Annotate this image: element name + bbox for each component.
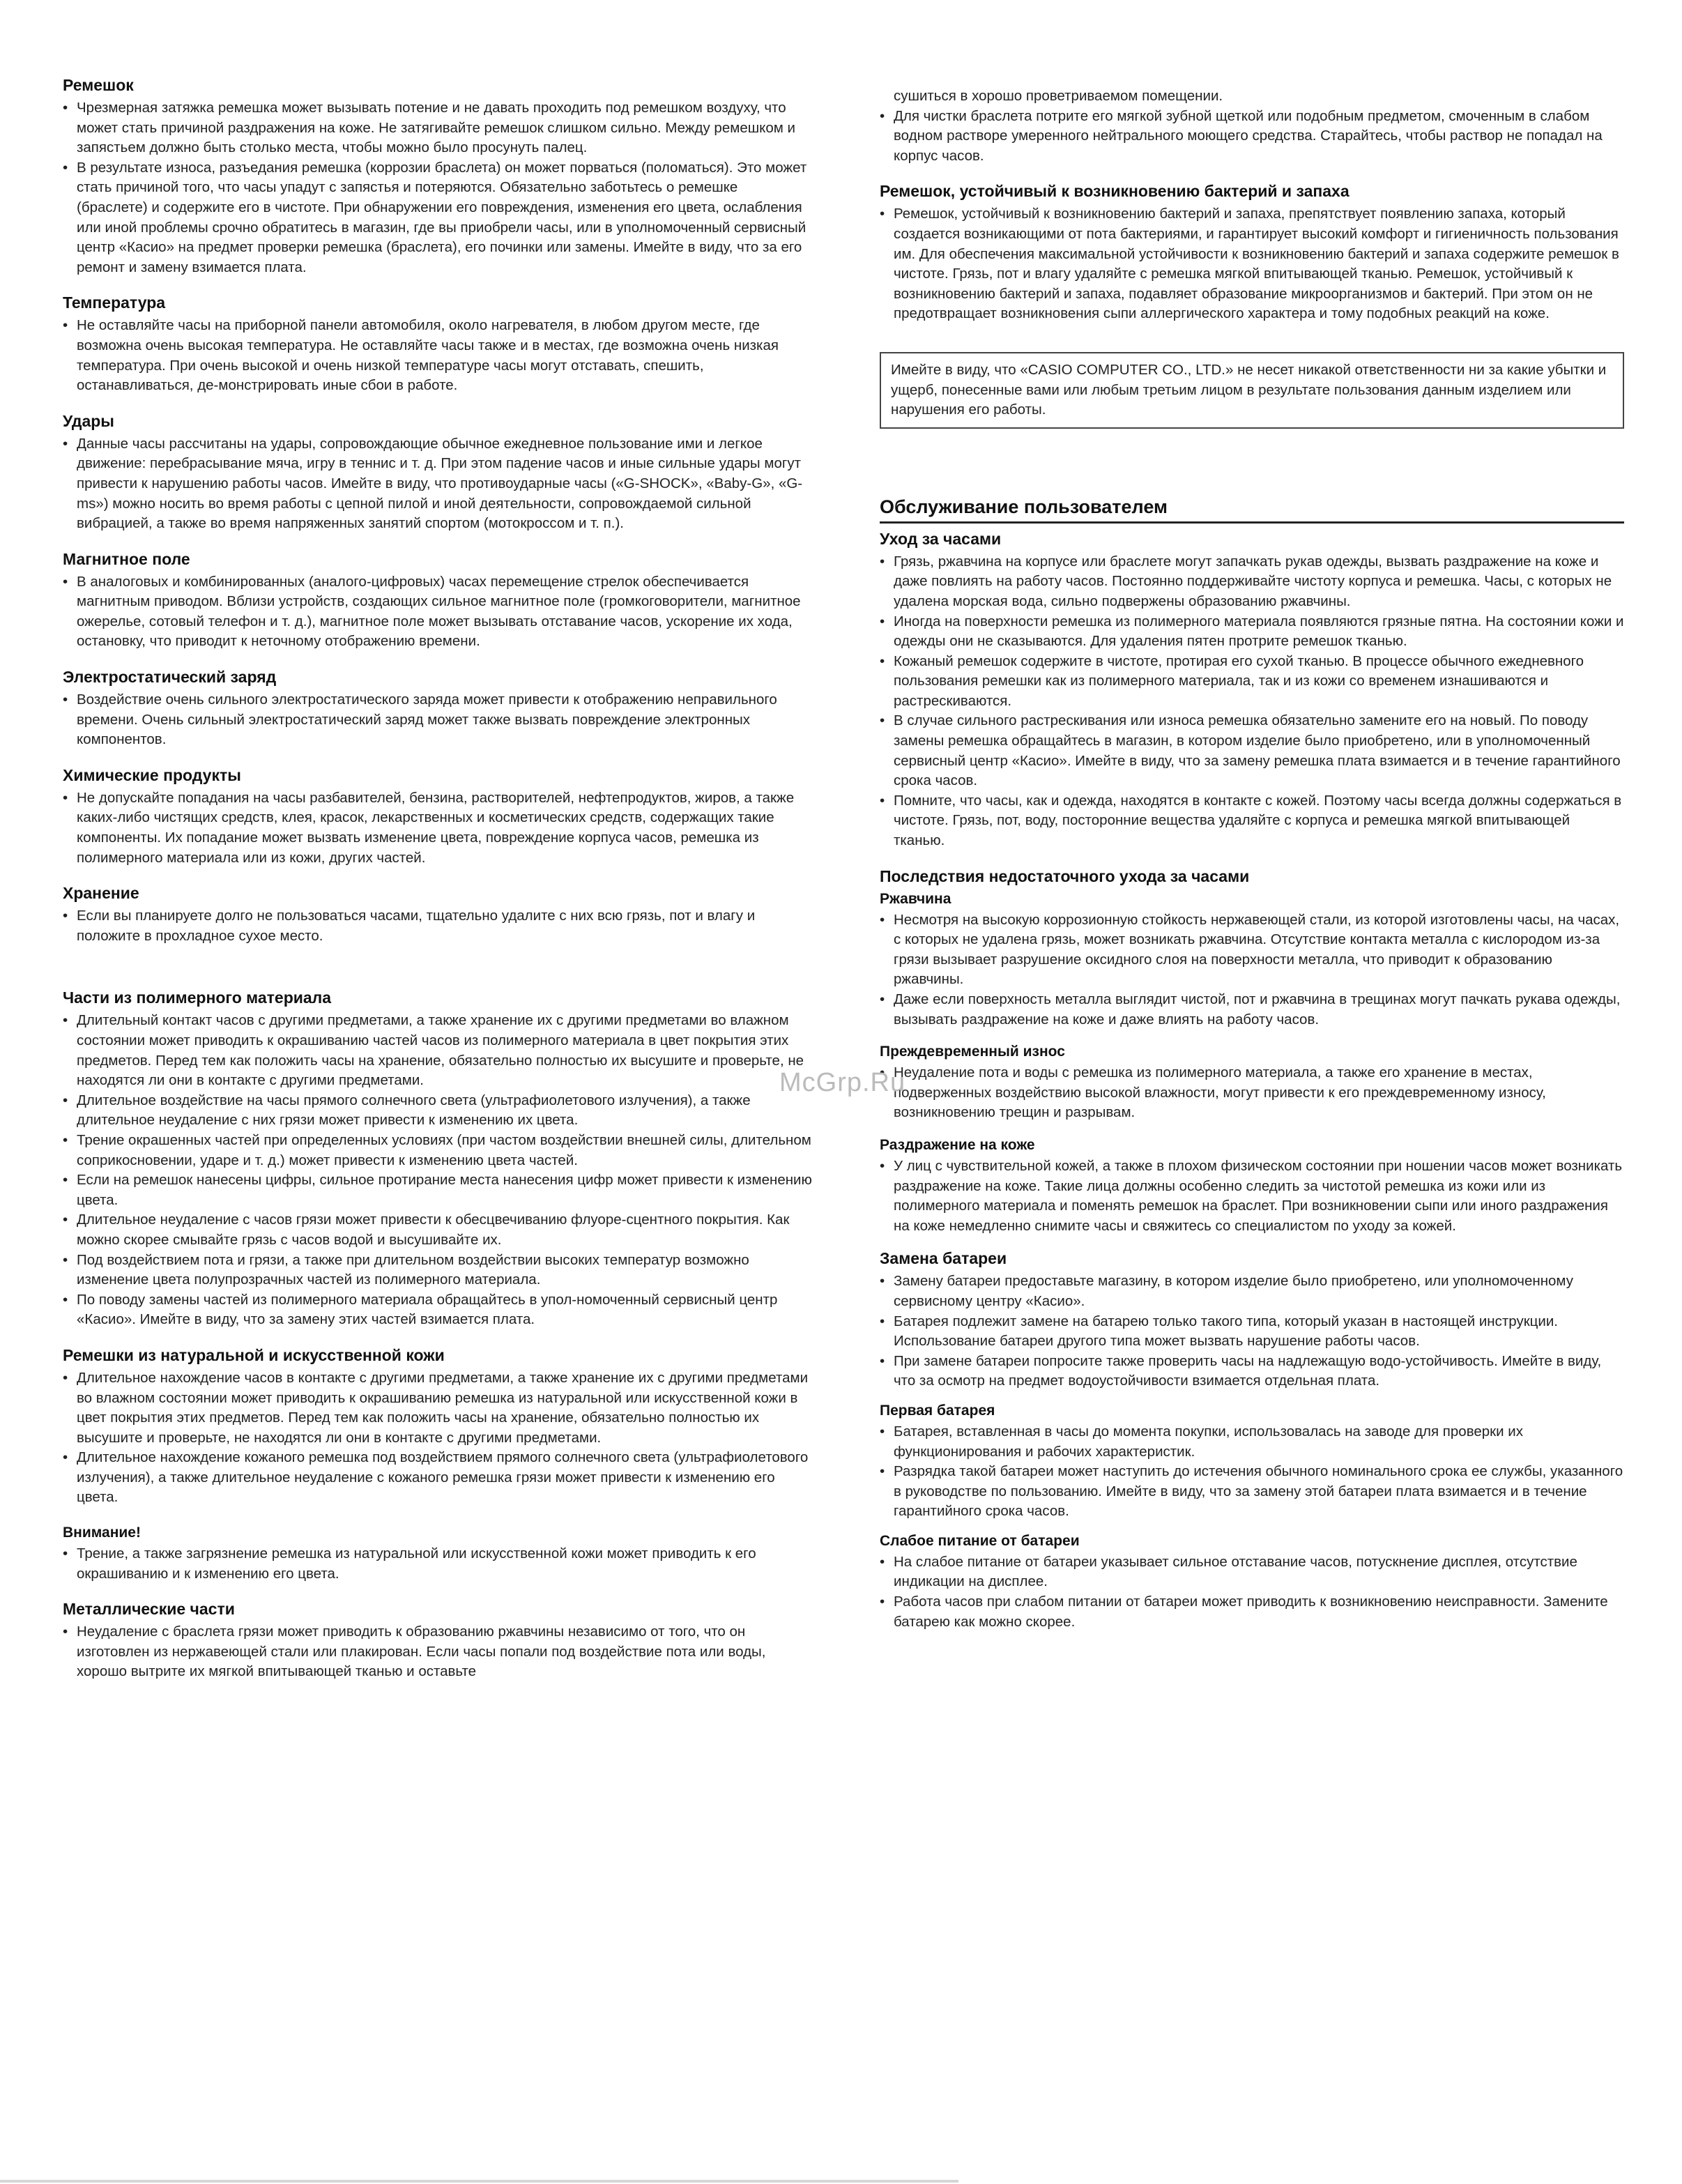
- list-item: • Грязь, ржавчина на корпусе или браслете могут запачкать рукав одежды, вызвать раздражение на коже и даже повлиять на работу часов. Постоянно поддерживайте чистоту корпуса и ремешка. Часы, с которых не удалена морская вода, сильно подвержены образованию ржавчины.: [880, 552, 1624, 612]
- section-title: Температура: [63, 293, 166, 312]
- list-item: • Неудаление с браслета грязи может приводить к образованию ржавчины независимо от того, что он изготовлен из нержавеющей стали или плакирован. Если часы попали под воздействие пота или воды, хорошо вытрите их мягкой впитывающей тканью и оставьте: [63, 1622, 812, 1682]
- section-title-low-power: Слабое питание от батареи: [880, 1532, 1080, 1549]
- section-title: Металлические части: [63, 1600, 235, 1619]
- section: [63, 411, 812, 534]
- section: [63, 549, 812, 652]
- section-list: [63, 906, 812, 946]
- section-title-antibacterial: Ремешок, устойчивый к возникновению бактерий и запаха: [880, 182, 1350, 201]
- section-heading-service: Обслуживание пользователем: [880, 495, 1624, 524]
- section: [63, 293, 812, 395]
- section-list: [63, 690, 812, 750]
- list-item: • У лиц с чувствительной кожей, а также в плохом физическом состоянии при ношении часов может возникать раздражение на коже. Такие лица должны особенно следить за чистотой ремешка из кожи или из полимерного материала и поменять ремешок на браслет. При возникновении сыпи или иного раздражения на коже немедленно снимите часы и свяжитесь со специалистом по уходу за кожей.: [880, 1156, 1624, 1236]
- section-title: Магнитное поле: [63, 549, 190, 568]
- list-item: • Длительный контакт часов с другими предметами, а также хранение их с другими предметами во влажном состоянии может приводить к окрашиванию частей часов из полимерного материала в цвет покрытия этих предметов. Перед тем как положить часы на хранение, обязательно полностью их высушите и проверьте, не находятся ли они в контакте с другими предметами.: [63, 1011, 812, 1090]
- care-list: [880, 552, 1624, 851]
- section-list: [63, 316, 812, 395]
- first-battery-list: [880, 1422, 1624, 1522]
- section-title-care: Уход за часами: [880, 529, 1002, 548]
- section-list: [63, 1368, 812, 1508]
- section-title: Части из полимерного материала: [63, 988, 332, 1007]
- list-item: • Не оставляйте часы на приборной панели автомобиля, около нагревателя, в любом другом месте, где возможна очень высокая температура. Не оставляйте часы также и в местах, где возможна очень низкая температура. При очень высокой и очень низкой температуре часы могут отставать, спешить, останавливаться, де-монстрировать иные сбои в работе.: [63, 316, 812, 395]
- right-column: [880, 86, 1624, 1632]
- section: [63, 765, 812, 868]
- section-title: Ремешок: [63, 76, 134, 94]
- section-list: [63, 1622, 812, 1682]
- bracelet-cleaning-list: [880, 107, 1624, 167]
- list-item: • Длительное неудаление с часов грязи может привести к обесцвечиванию флуоре-сцентного покрытия. Как можно скорее смывайте грязь с часов водой и высушивайте их.: [63, 1210, 812, 1250]
- section-title: Электростатический заряд: [63, 668, 277, 687]
- section-list: [63, 572, 812, 652]
- section-title: Внимание!: [63, 1525, 141, 1541]
- list-item: • Если вы планируете долго не пользоваться часами, тщательно удалите с них всю грязь, пот и влагу и положите в прохладное сухое место.: [63, 906, 812, 946]
- section-list: [63, 1011, 812, 1330]
- antibacterial-list: [880, 204, 1624, 324]
- list-item: • Кожаный ремешок содержите в чистоте, протирая его сухой тканью. В процессе обычного ежедневного пользования ремешки как из полимерного материала, так и из кожи со временем изнашиваются и растрескиваются.: [880, 652, 1624, 712]
- list-item: • Не допускайте попадания на часы разбавителей, бензина, растворителей, нефтепродуктов, жиров, а также каких-либо чистящих средств, клея, красок, лекарственных и косметических средств, содержащих такие компоненты. Их попадание может вызвать изменение цвета, повреждение корпуса часов, ремешка из полимерного материала или из кожи, других частей.: [63, 788, 812, 868]
- list-item: • На слабое питание от батареи указывает сильное отставание часов, потускнение дисплея, отсутствие индикации на дисплее.: [880, 1552, 1624, 1592]
- section-title: Химические продукты: [63, 765, 241, 784]
- subsection-list: [880, 1063, 1624, 1123]
- section-title: Удары: [63, 411, 114, 430]
- continuation-text: сушиться в хорошо проветриваемом помещении.: [894, 88, 1223, 104]
- list-item: • Под воздействием пота и грязи, а также при длительном воздействии высоких температур возможно изменение цвета полупрозрачных частей из полимерного материала.: [63, 1251, 812, 1290]
- section: [63, 1599, 812, 1682]
- list-item: • Воздействие очень сильного электростатического заряда может привести к отображению неправильного времени. Очень сильный электростатический заряд может также вызвать повреждение электронных компонентов.: [63, 690, 812, 750]
- low-power-list: [880, 1552, 1624, 1632]
- list-item: • Длительное нахождение кожаного ремешка под воздействием прямого солнечного света (ультрафиолетового излучения), а также длительное неудаление с кожаного ремешка грязи может привести к изменению его цвета.: [63, 1448, 812, 1508]
- consequences-subsections: [880, 889, 1624, 1249]
- section: [63, 1523, 812, 1584]
- section: [63, 1345, 812, 1508]
- list-item: • Батарея, вставленная в часы до момента покупки, использовалась на заводе для проверки их функционирования и рабочих характеристик.: [880, 1422, 1624, 1462]
- list-item: • Неудаление пота и воды с ремешка из полимерного материала, а также его хранение в местах, подверженных воздействию высокой влажности, могут привести к его преждевременному износу, возникновению трещин и разрывам.: [880, 1063, 1624, 1123]
- list-item: • Ремешок, устойчивый к возникновению бактерий и запаха, препятствует появлению запаха, который создается возникающими от пота бактериями, и гарантирует высокий комфорт и гигиеничность пользования им. Для обеспечения максимальной устойчивости к возникновению бактерий и запаха содержите ремешок в чистоте. Грязь, пот и влагу удаляйте с ремешка мягкой впитывающей тканью. Ремешок, устойчивый к возникновению бактерий и запаха, подавляет образование микроорганизмов и бактерий. При этом он не предотвращает возникновения сыпи аллергического характера и тому подобных реакций на коже.: [880, 204, 1624, 324]
- list-item: • Если на ремешок нанесены цифры, сильное протирание места нанесения цифр может привести к изменению цвета.: [63, 1170, 812, 1210]
- section: [63, 988, 812, 1330]
- section: [63, 883, 812, 946]
- subsection-title: Раздражение на коже: [880, 1136, 1035, 1153]
- list-item: • Батарея подлежит замене на батарею только такого типа, который указан в настоящей инструкции. Использование батареи другого типа может вызвать нарушение работы часов.: [880, 1312, 1624, 1352]
- list-item: • Для чистки браслета потрите его мягкой зубной щеткой или подобным предметом, смоченным в слабом водном растворе умеренного нейтрального моющего средства. Старайтесь, чтобы раствор не попадал на корпус часов.: [880, 107, 1624, 167]
- section-title: Хранение: [63, 884, 139, 903]
- list-item: • При замене батареи попросите также проверить часы на надлежащую водо-устойчивость. Имейте в виду, что за осмотр на предмет водоустойчивости взимается отдельная плата.: [880, 1352, 1624, 1391]
- section-title-first-battery: Первая батарея: [880, 1402, 995, 1419]
- list-item: • Длительное нахождение часов в контакте с другими предметами, а также хранение их с другими предметами во влажном состоянии может приводить к окрашиванию ремешка из натуральной или искусственной кожи в цвет покрытия этих предметов. Перед тем как положить часы на хранение, обязательно полностью их высушите и проверьте, не находятся ли они в контакте с другими предметами.: [63, 1368, 812, 1448]
- battery-list: [880, 1272, 1624, 1391]
- list-item: • Разрядка такой батареи может наступить до истечения обычного номинального срока ее службы, указанного в руководстве по пользованию. Имейте в виду, что за замену этой батареи плата взимается и в течение гарантийного срока часов.: [880, 1462, 1624, 1522]
- list-item: • Замену батареи предоставьте магазину, в котором изделие было приобретено, или уполномоченному сервисному центру «Касио».: [880, 1272, 1624, 1311]
- list-item: • В результате износа, разъедания ремешка (коррозии браслета) он может порваться (поломаться). Это может стать причиной того, что часы упадут с запястья и потеряются. Обязательно заботьтесь о ремешке (браслете) и содержите его в чистоте. При обнаружении его повреждения, изменения его цвета, ослабления или иной проблемы срочно обратитесь в магазин, где вы приобрели часы, или в уполномоченный сервисный центр «Касио» на предмет проверки ремешка (браслета), его починки или замены. Имейте в виду, что за его ремонт и замену взимается плата.: [63, 158, 812, 278]
- section-title: Ремешки из натуральной и искусственной кожи: [63, 1345, 445, 1364]
- list-item: • Чрезмерная затяжка ремешка может вызывать потение и не давать проходить под ремешком воздуху, что может стать причиной раздражения на коже. Не затягивайте ремешок слишком сильно. Между ремешком и запястьем должно быть столько места, чтобы можно было просунуть палец.: [63, 98, 812, 158]
- list-item: • Помните, что часы, как и одежда, находятся в контакте с кожей. Поэтому часы всегда должны содержаться в чистоте. Грязь, пот, воду, посторонние вещества удаляйте с корпуса и ремешка мягкой впитывающей тканью.: [880, 791, 1624, 851]
- subsection-list: [880, 1156, 1624, 1236]
- page-bottom-rule: [0, 2180, 958, 2183]
- section-list: [63, 434, 812, 534]
- section-list: [63, 788, 812, 868]
- section-title-consequences: Последствия недостаточного ухода за часами: [880, 866, 1250, 885]
- left-column: [63, 75, 812, 1697]
- subsection-title: Преждевременный износ: [880, 1044, 1065, 1060]
- section-list: [63, 98, 812, 277]
- list-item: • По поводу замены частей из полимерного материала обращайтесь в упол-номоченный сервисный центр «Касио». Имейте в виду, что за замену этих частей взимается плата.: [63, 1290, 812, 1330]
- list-item: • В аналоговых и комбинированных (аналого-цифровых) часах перемещение стрелок обеспечивается магнитным приводом. Вблизи устройств, создающих сильное магнитное поле (громкоговорители, магнитное ожерелье, сотовый телефон и т. д.), магнитное поле может вызывать отставание часов, ускорение их хода, остановку, что приводит к неточному отображению времени.: [63, 572, 812, 652]
- section: [63, 667, 812, 750]
- subsection-list: [880, 910, 1624, 1030]
- list-item: • Длительное воздействие на часы прямого солнечного света (ультрафиолетового излучения), а также длительное неудаление с них грязи может привести к изменению их цвета.: [63, 1091, 812, 1131]
- section-title-battery: Замена батареи: [880, 1249, 1007, 1268]
- watermark-logo: McGrp.Ru: [779, 1068, 906, 1097]
- section: [63, 75, 812, 277]
- subsection-title: Ржавчина: [880, 890, 951, 907]
- list-item: • Трение окрашенных частей при определенных условиях (при частом воздействии внешней силы, длительном соприкосновении, ударе и т. д.) может привести к изменению цвета частей.: [63, 1131, 812, 1170]
- section-list: [63, 1544, 812, 1584]
- list-item: • Данные часы рассчитаны на удары, сопровождающие обычное ежедневное пользование ими и легкое движение: перебрасывание мяча, игру в теннис и т. д. При этом падение часов и иные сильные удары могут привести к нарушению работы часов. Имейте в виду, что противоударные часы («G-SHOCK», «Baby-G», «G-ms») можно носить во время работы с цепной пилой и иной деятельности, сопровождаемой сильной вибрацией, а также во время напряженных занятий спортом (мотокроссом и т. п.).: [63, 434, 812, 534]
- list-item: • Трение, а также загрязнение ремешка из натуральной или искусственной кожи может приводить к его окрашиванию и к изменению его цвета.: [63, 1544, 812, 1584]
- liability-notice: Имейте в виду, что «CASIO COMPUTER CO., LTD.» не несет никакой ответственности ни за какие убытки и ущерб, понесенные вами или любым третьим лицом в результате пользования данным изделием или нарушения его работы.: [880, 352, 1624, 429]
- list-item: • Работа часов при слабом питании от батареи может приводить к возникновению неисправности. Замените батарею как можно скорее.: [880, 1592, 1624, 1632]
- list-item: • Несмотря на высокую коррозионную стойкость нержавеющей стали, из которой изготовлены часы, на часах, с которых не удалена грязь, может возникать ржавчина. Отсутствие контакта металла с кислородом из-за грязи вызывает разрушение оксидного слоя на поверхности металла, что приводит к образованию ржавчины.: [880, 910, 1624, 990]
- list-item: • В случае сильного растрескивания или износа ремешка обязательно замените его на новый. По поводу замены ремешка обращайтесь в магазин, в котором изделие было приобретено, или в уполномоченный сервисный центр «Касио». Имейте в виду, что за замену ремешка плата взимается и в течение гарантийного срока часов.: [880, 711, 1624, 791]
- list-item: • Иногда на поверхности ремешка из полимерного материала появляются грязные пятна. На состоянии кожи и одежды они не сказываются. Для удаления пятен протрите ремешок тканью.: [880, 612, 1624, 652]
- list-item: • Даже если поверхность металла выглядит чистой, пот и ржавчина в трещинах могут пачкать рукава одежды, вызывать раздражение на коже и даже влиять на работу часов.: [880, 990, 1624, 1030]
